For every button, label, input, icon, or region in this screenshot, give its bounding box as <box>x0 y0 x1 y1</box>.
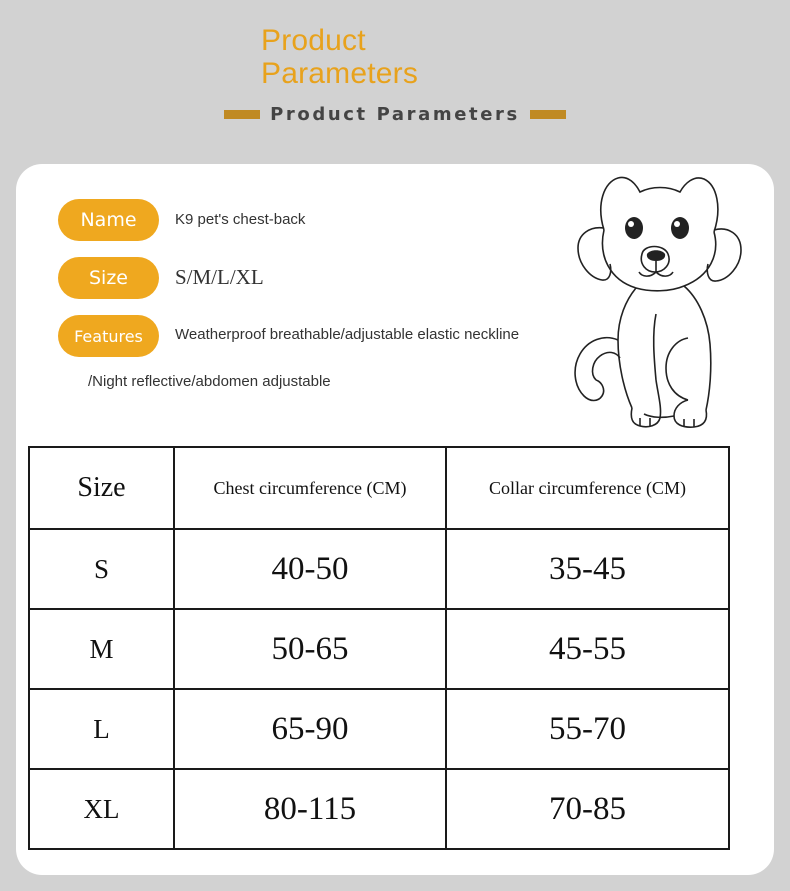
page-title: Product Parameters <box>261 24 419 90</box>
spec-label-features: Features <box>58 315 159 357</box>
spec-value-name: K9 pet's chest-back <box>175 211 306 228</box>
cell-size: M <box>29 609 174 689</box>
page-subtitle: Product Parameters <box>270 104 520 125</box>
cell-collar: 70-85 <box>446 769 729 849</box>
table-row <box>29 529 729 609</box>
left-bar-decoration <box>224 110 260 119</box>
spec-value-features: Weatherproof breathable/adjustable elastic neckline <box>175 326 520 343</box>
cell-size: S <box>29 529 174 609</box>
spec-label-name: Name <box>58 199 159 241</box>
table-header-row <box>29 447 729 529</box>
spec-value-size: S/M/L/XL <box>175 265 264 289</box>
size-chart-table <box>28 446 730 850</box>
page-header <box>0 0 790 125</box>
table-header-collar: Collar circumference (CM) <box>446 447 729 529</box>
cell-collar: 45-55 <box>446 609 729 689</box>
cell-chest: 50-65 <box>174 609 446 689</box>
cell-chest: 80-115 <box>174 769 446 849</box>
table-row <box>29 689 729 769</box>
cell-collar: 55-70 <box>446 689 729 769</box>
table-header-size: Size <box>29 447 174 529</box>
cell-chest: 40-50 <box>174 529 446 609</box>
spec-list <box>58 199 738 390</box>
cell-size: XL <box>29 769 174 849</box>
spec-row-size <box>58 257 738 299</box>
parameters-card <box>16 164 774 875</box>
cell-collar: 35-45 <box>446 529 729 609</box>
spec-row-name <box>58 199 738 241</box>
table-row <box>29 769 729 849</box>
cell-size: L <box>29 689 174 769</box>
spec-label-size: Size <box>58 257 159 299</box>
table-row <box>29 609 729 689</box>
subtitle-row <box>0 104 790 125</box>
cell-chest: 65-90 <box>174 689 446 769</box>
right-bar-decoration <box>530 110 566 119</box>
spec-value-features-line2: /Night reflective/abdomen adjustable <box>88 373 331 390</box>
table-header-chest: Chest circumference (CM) <box>174 447 446 529</box>
spec-row-features <box>58 315 738 357</box>
